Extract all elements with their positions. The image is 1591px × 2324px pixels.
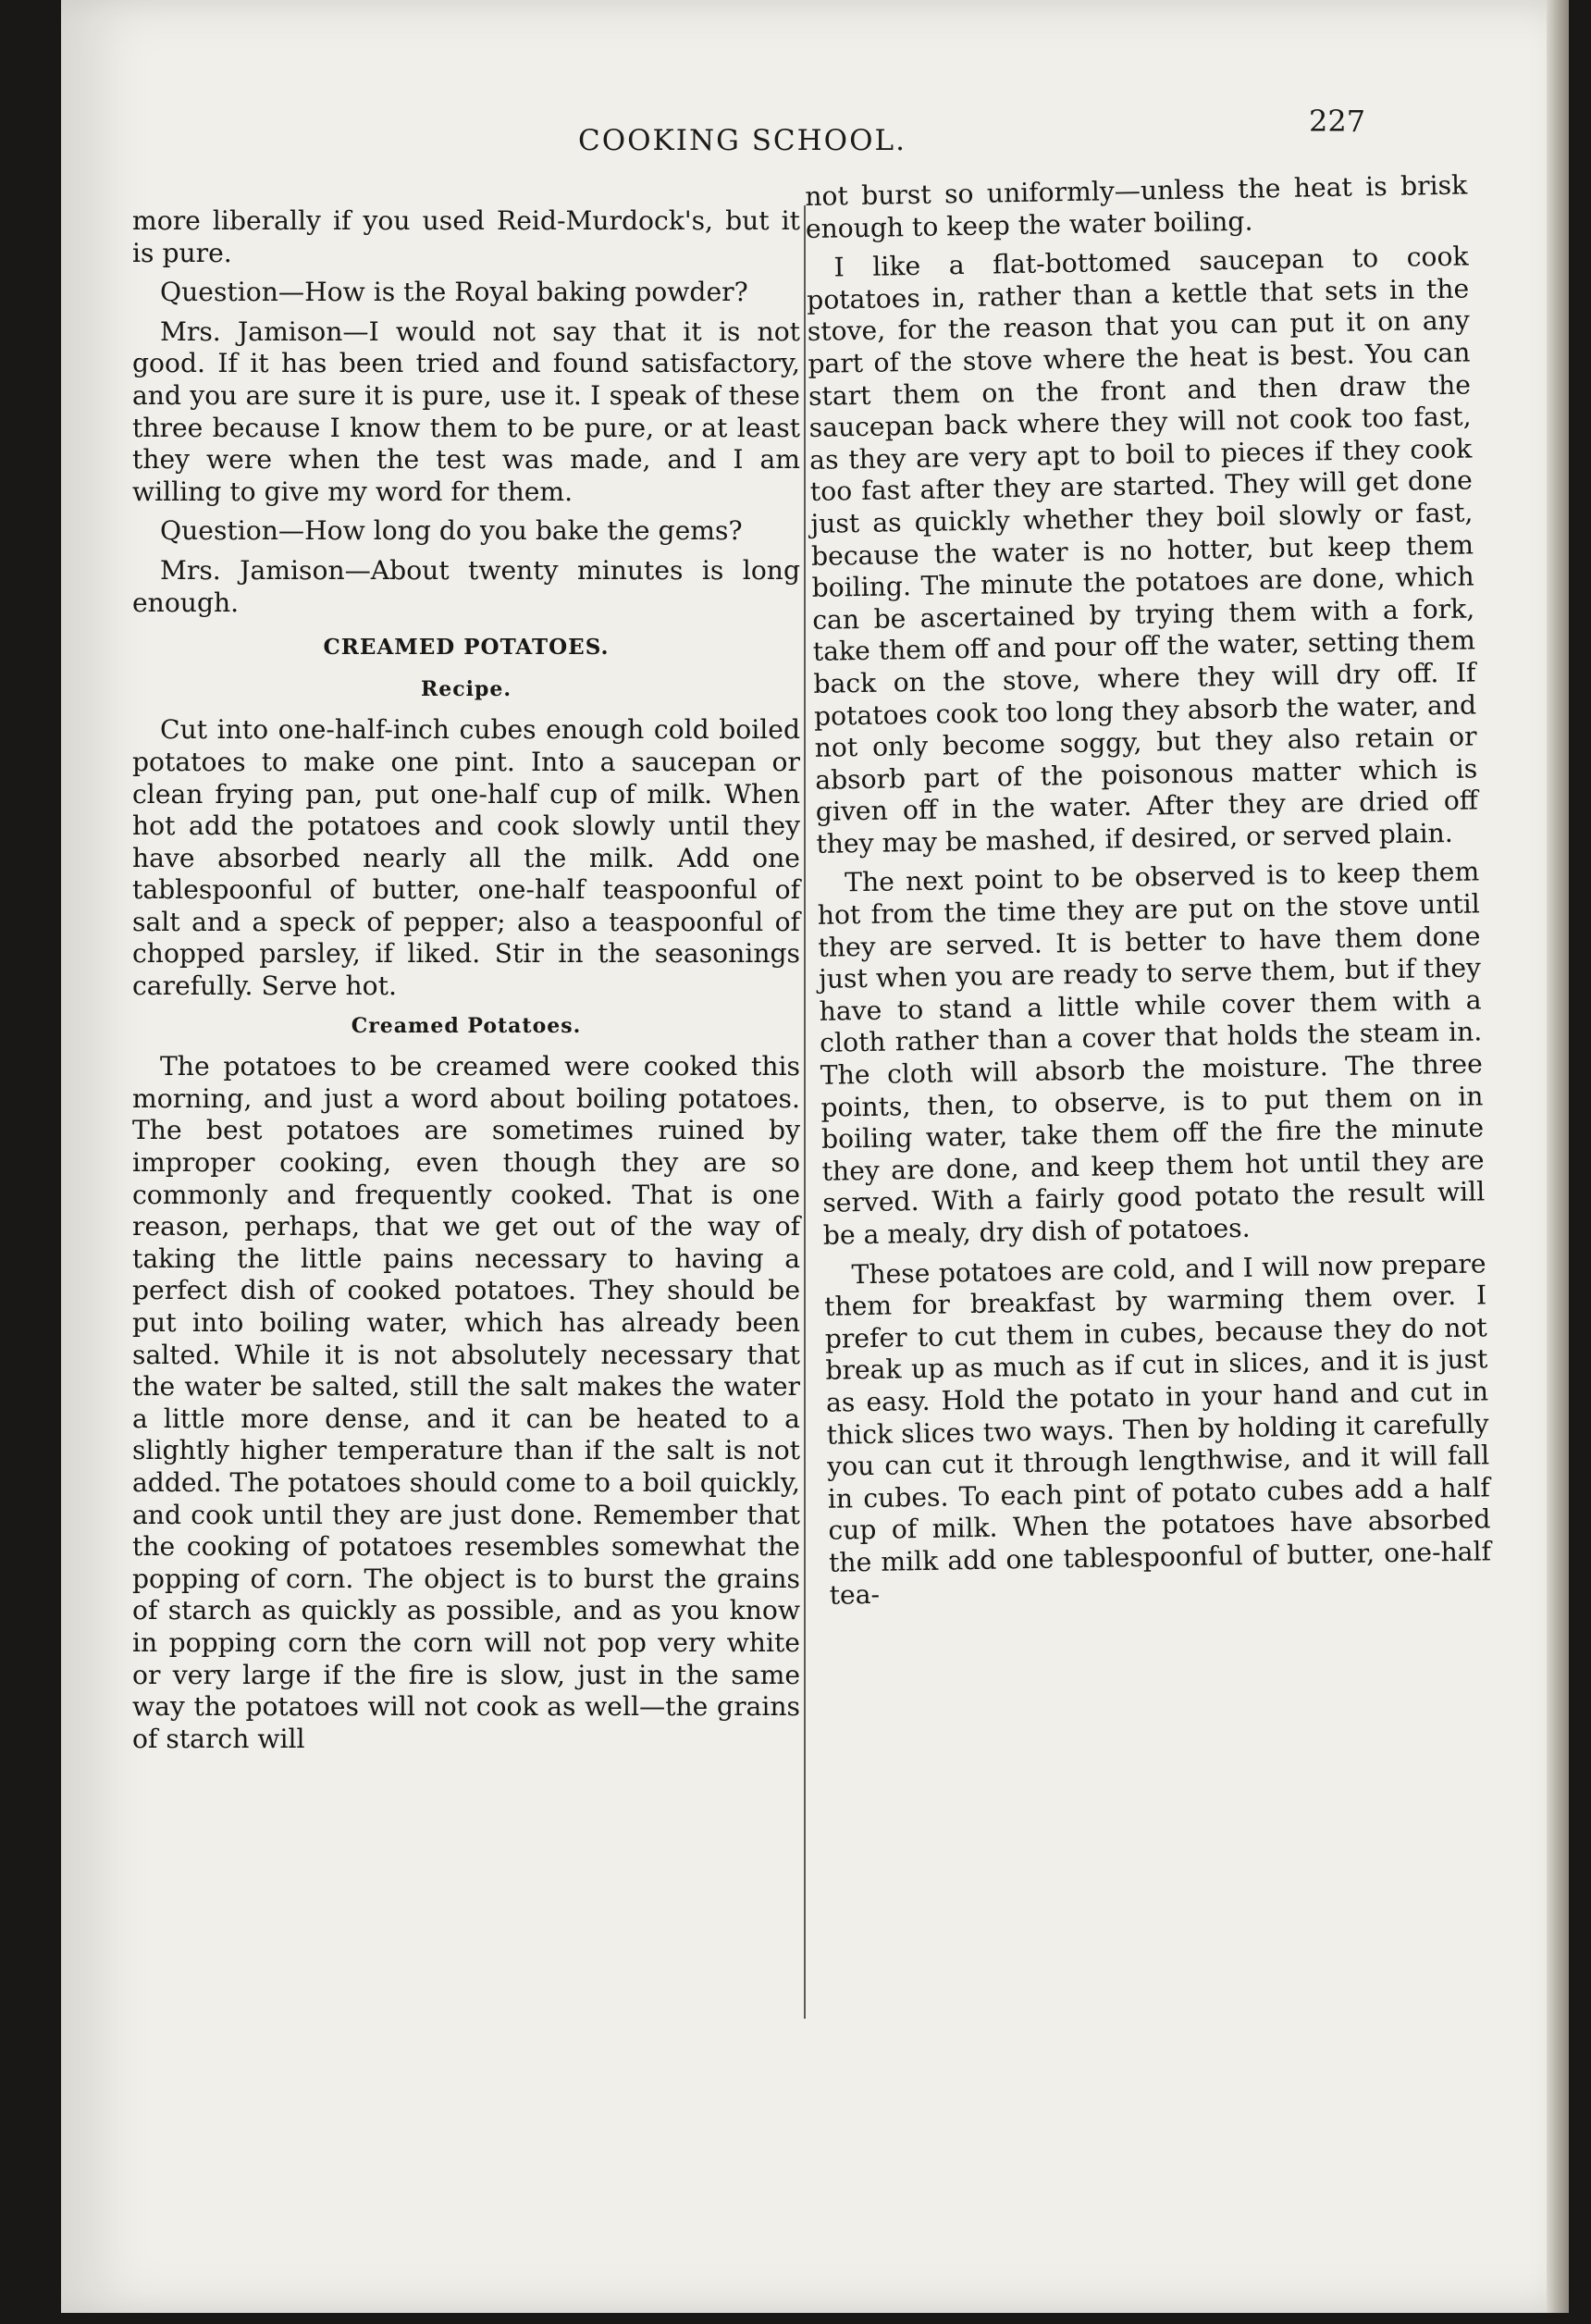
paragraph: These potatoes are cold, and I will now prepare them for breakfast by warming them over. I prefer to cut them in cubes, because they do not break up as much as if cut in slices, and it is just as easy. Hold the potato in your hand and cut in thick slices two ways. Then by holding it carefully you can cut it through lengthwise, and it will fall in cubes. To each pint of potato cubes add a half cup of milk. When the potatoes have absorbed the milk add one tablespoonful of butter, one-half tea-	[823, 1247, 1492, 1611]
lecture-subheading: Creamed Potatoes.	[351, 1013, 582, 1038]
paragraph: Mrs. Jamison—About twenty minutes is long enough.	[132, 554, 800, 618]
section-heading: CREAMED POTATOES.	[323, 635, 610, 661]
paragraph: The potatoes to be creamed were cooked this morning, and just a word about boiling potatoes. The best potatoes are sometimes ruined by improper cooking, even though they are so commonly and frequently cooked. That is one reason, perhaps, that we get out of the way of taking the little pains necessary to having a perfect dish of cooked potatoes. They should be put into boiling water, which has already been salted. While it is not absolutely necessary that the water be salted, still the salt makes the water a little more dense, and it can be heated to a slightly higher temperature than if the salt is not added. The potatoes should come to a boil quickly, and cook until they are just done. Remember that the cooking of potatoes resembles somewhat the popping of corn. The object is to burst the grains of starch as quickly as possible, and as you know in popping corn the corn will not pop very white or very large if the fire is slow, just in the same way the potatoes will not cook as well—the grains of starch will	[132, 1051, 800, 1754]
recipe-paragraph: Cut into one-half-inch cubes enough cold boiled potatoes to make one pint. Into a saucepan or clean frying pan, put one-half cup of milk. When hot add the potatoes and cook slowly until they have absorbed nearly all the milk. Add one tablespoonful of butter, one-half teaspoonful of salt and a speck of pepper; also a teaspoonful of chopped parsley, if liked. Stir in the seasonings carefully. Serve hot.	[132, 714, 800, 1002]
paragraph: Question—How is the Royal baking powder?	[160, 277, 748, 308]
page-number: 227	[1309, 104, 1366, 139]
paragraph: I like a flat-bottomed saucepan to cook potatoes in, rather than a kettle that sets in the stove, for the reason that you can put it on any part of the stove where the heat is best. You can start them on the front and then draw the saucepan back where they will not cook too fast, as they are very apt to boil to pieces if they cook too fast after they are started. They will get done just as quickly whether they boil slowly or fast, because the water is no hotter, but keep them boiling. The minute the potatoes are done, which can be ascertained by trying them with a fork, take them off and pour off the water, setting them back on the stove, where they will dry off. If potatoes cook too long they absorb the water, and not only become soggy, but they also retain or absorb part of the poisonous matter which is given off in the water. After they are dried off they may be mashed, if desired, or served plain.	[806, 241, 1479, 859]
paragraph: Question—How long do you bake the gems?	[160, 515, 743, 547]
page-edge-shadow	[1547, 0, 1569, 2313]
paragraph: Mrs. Jamison—I would not say that it is not good. If it has been tried and found satisfactory, and you are sure it is pure, use it. I speak of these three because I know them to be pure, or at least they were when the test was made, and I am willing to give my word for them.	[132, 315, 800, 507]
right-column	[805, 170, 1492, 1619]
column-divider	[804, 205, 806, 2019]
paragraph: not burst so uniformly—unless the heat is brisk enough to keep the water boiling.	[805, 169, 1468, 244]
paragraph: more liberally if you used Reid-Murdock's, but it is pure.	[132, 205, 800, 268]
paragraph: The next point to be observed is to keep them hot from the time they are put on the stove until they are served. It is better to have them done just when you are ready to serve them, but if they have to stand a little while cover them with a cloth rather than a cover that holds the steam in. The cloth will absorb the moisture. The three points, then, to observe, is to put them on in boiling water, take them off the fire the minute they are done, and keep them hot until they are served. With a fairly good potato the result will be a mealy, dry dish of potatoes.	[817, 856, 1486, 1251]
recipe-subheading: Recipe.	[420, 676, 512, 701]
running-title: COOKING SCHOOL.	[578, 124, 906, 157]
left-column	[132, 205, 800, 1762]
